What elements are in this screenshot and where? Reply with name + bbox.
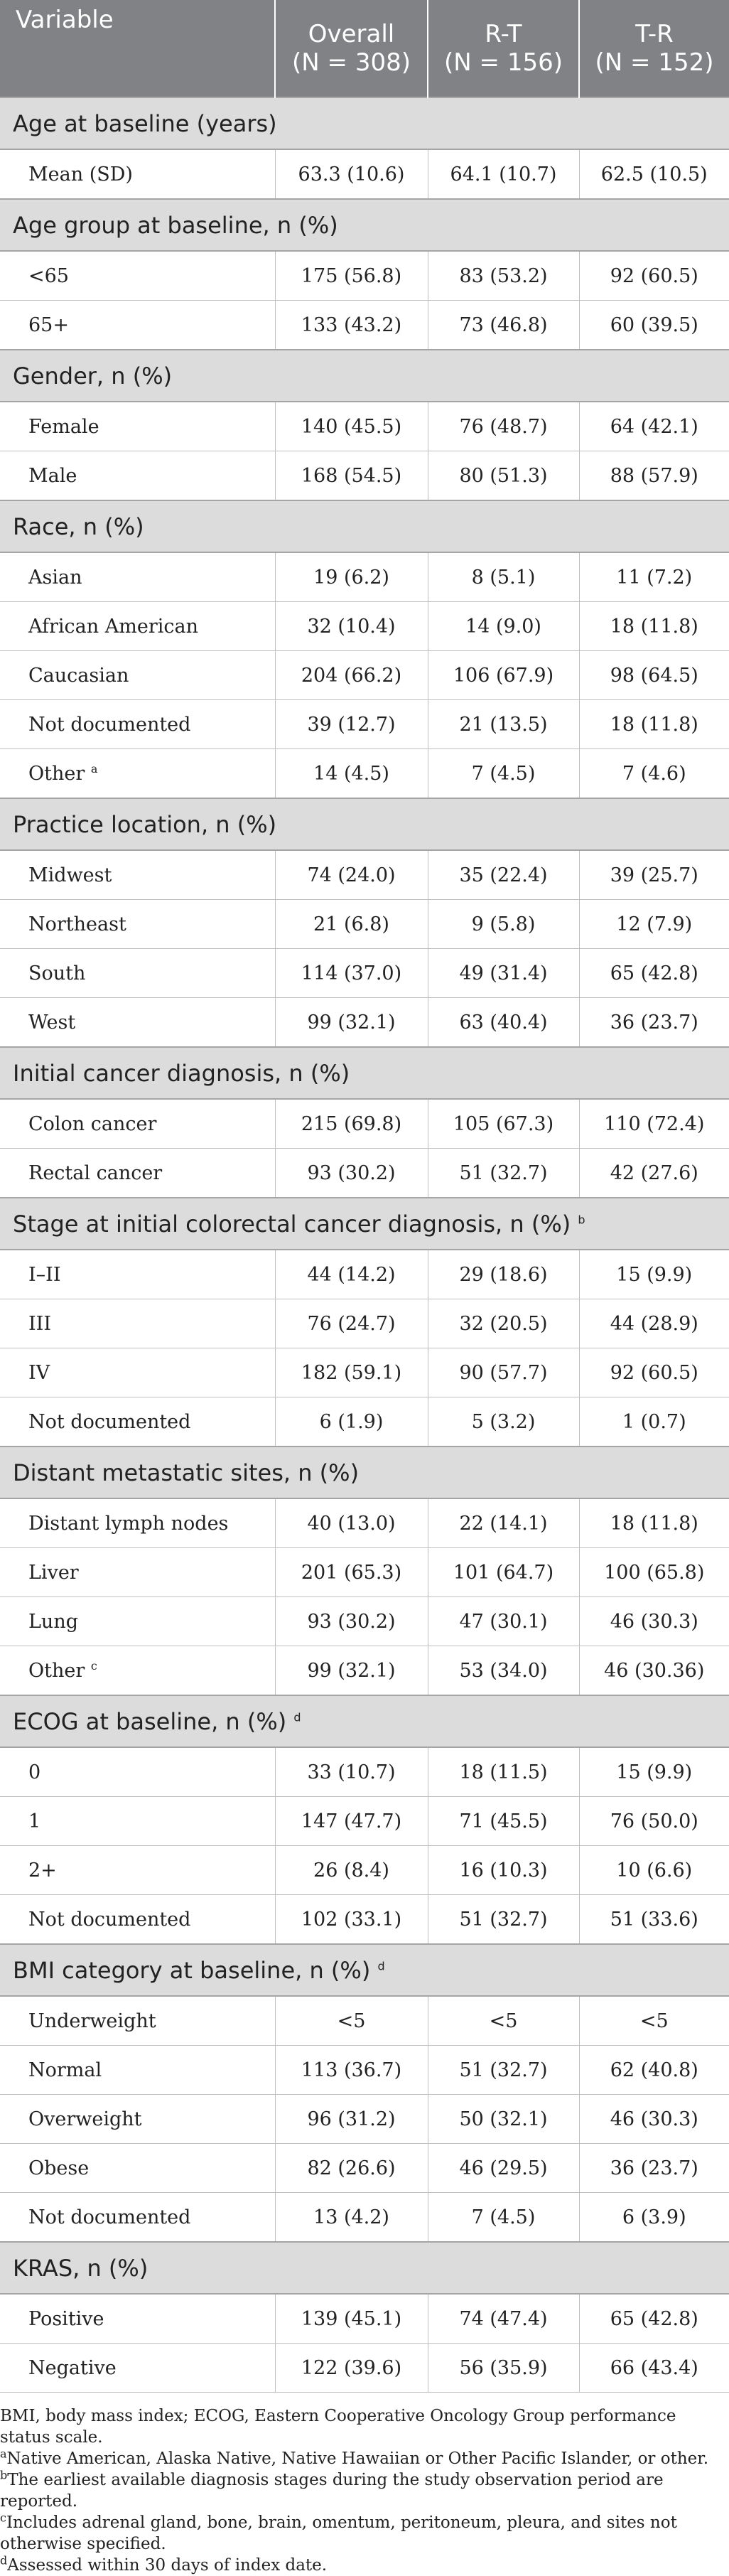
cell-overall: 32 (10.4) [275,602,428,651]
table-row [0,900,729,949]
footnote-mark: d [293,1710,301,1724]
row-label-cell [0,1646,275,1696]
section-title-cell [0,1047,729,1099]
cell-rt: 74 (47.4) [428,2294,579,2344]
footnote-abbreviations: BMI, body mass index; ECOG, Eastern Cooperative Oncology Group performance status scale. [0,2407,676,2447]
section-title-cell [0,199,729,251]
section-title: Age at baseline (years) [13,109,277,137]
row-label: Male [28,464,77,487]
table-row [0,1797,729,1846]
row-label-cell [0,2193,275,2243]
cell-tr: 66 (43.4) [579,2344,729,2393]
section-header-row [0,350,729,402]
cell-rt: 56 (35.9) [428,2344,579,2393]
section-title-cell [0,798,729,850]
section-header-row [0,1447,729,1498]
cell-rt: 80 (51.3) [428,451,579,501]
table-row [0,149,729,199]
row-label-cell [0,651,275,700]
row-label-cell [0,251,275,301]
table-row [0,1597,729,1646]
row-label-cell [0,1299,275,1348]
cell-overall: 44 (14.2) [275,1250,428,1299]
row-label-cell [0,700,275,749]
table-row [0,301,729,350]
section-header-row [0,798,729,850]
row-label: <65 [28,264,69,287]
cell-overall: 26 (8.4) [275,1846,428,1895]
header-rt [428,0,579,97]
cell-overall: 113 (36.7) [275,2046,428,2095]
cell-tr: 36 (23.7) [579,998,729,1048]
row-label: IV [28,1361,50,1384]
row-label-cell [0,850,275,900]
cell-tr: 46 (30.3) [579,2095,729,2144]
cell-tr: 98 (64.5) [579,651,729,700]
footnote-item [0,2512,725,2555]
cell-rt: 50 (32.1) [428,2095,579,2144]
row-label-cell [0,1895,275,1945]
cell-rt: 83 (53.2) [428,251,579,301]
table-row [0,1149,729,1198]
table-row [0,1397,729,1447]
row-label: Not documented [28,1908,191,1931]
footnote-text: Assessed within 30 days of index date. [7,2556,328,2575]
section-title: Stage at initial colorectal cancer diagnosis, n (%) [13,1210,571,1238]
row-label: Other [28,1659,85,1682]
row-label: Other [28,762,85,785]
cell-rt: 32 (20.5) [428,1299,579,1348]
section-title: Practice location, n (%) [13,810,277,838]
cell-tr: 88 (57.9) [579,451,729,501]
cell-tr: 76 (50.0) [579,1797,729,1846]
table-row [0,552,729,602]
row-label-cell [0,2294,275,2344]
cell-rt: 18 (11.5) [428,1747,579,1797]
cell-overall: 19 (6.2) [275,552,428,602]
row-label-cell [0,1250,275,1299]
cell-rt: 73 (46.8) [428,301,579,350]
row-label: Mean (SD) [28,163,133,186]
row-label: West [28,1011,76,1034]
row-label-cell [0,1099,275,1149]
cell-rt: 76 (48.7) [428,402,579,451]
table-row [0,1250,729,1299]
cell-tr: 18 (11.8) [579,1498,729,1548]
section-header-row [0,199,729,251]
cell-overall: 14 (4.5) [275,749,428,799]
table-row [0,749,729,799]
section-title-cell [0,1447,729,1498]
footnote-mark: b [0,2468,8,2482]
cell-overall: 13 (4.2) [275,2193,428,2243]
row-label-cell [0,301,275,350]
cell-overall: 40 (13.0) [275,1498,428,1548]
table-row [0,2193,729,2243]
cell-tr: 51 (33.6) [579,1895,729,1945]
footnote-mark: d [377,1958,385,1973]
row-label: Not documented [28,2206,191,2228]
cell-overall: 33 (10.7) [275,1747,428,1797]
table-row [0,1996,729,2046]
table-row [0,2344,729,2393]
row-label-cell [0,402,275,451]
footnote-text: Includes adrenal gland, bone, brain, omentum, peritoneum, pleura, and sites not otherwise specified. [0,2513,677,2553]
section-title-cell [0,97,729,149]
section-title: Distant metastatic sites, n (%) [13,1459,360,1486]
row-label: Not documented [28,1410,191,1433]
cell-overall: <5 [275,1996,428,2046]
row-label-cell [0,552,275,602]
row-label: Distant lymph nodes [28,1512,229,1535]
cell-tr: 18 (11.8) [579,602,729,651]
cell-tr: 65 (42.8) [579,949,729,998]
cell-tr: 42 (27.6) [579,1149,729,1198]
row-label: Midwest [28,864,112,886]
cell-overall: 99 (32.1) [275,1646,428,1696]
cell-rt: 90 (57.7) [428,1348,579,1397]
cell-rt: 51 (32.7) [428,2046,579,2095]
header-variable-label: Variable [16,6,114,34]
header-rt-line1: R-T [485,20,522,48]
cell-overall: 99 (32.1) [275,998,428,1048]
row-label-cell [0,1498,275,1548]
cell-tr: 18 (11.8) [579,700,729,749]
row-label: 1 [28,1810,41,1832]
row-label: Female [28,415,99,438]
cell-rt: <5 [428,1996,579,2046]
cell-rt: 106 (67.9) [428,651,579,700]
footnote-mark: a [90,761,98,776]
table-row [0,1548,729,1597]
table-row [0,1895,729,1945]
table-header [0,0,729,97]
cell-tr: 7 (4.6) [579,749,729,799]
section-title-cell [0,500,729,552]
header-rt-line2: (N = 156) [444,48,563,77]
row-label: 65+ [28,313,69,336]
cell-tr: 39 (25.7) [579,850,729,900]
table-row [0,1747,729,1797]
cell-rt: 7 (4.5) [428,749,579,799]
cell-rt: 5 (3.2) [428,1397,579,1447]
row-label-cell [0,900,275,949]
table-row [0,451,729,501]
table-footnotes [0,2393,729,2576]
cell-rt: 47 (30.1) [428,1597,579,1646]
table-row [0,2095,729,2144]
footnote-list [0,2448,725,2576]
cell-overall: 201 (65.3) [275,1548,428,1597]
section-header-row [0,1944,729,1996]
table-row [0,2046,729,2095]
cell-rt: 7 (4.5) [428,2193,579,2243]
row-label: South [28,962,86,984]
row-label: I–II [28,1263,61,1286]
table-row [0,651,729,700]
row-label-cell [0,2095,275,2144]
cell-rt: 14 (9.0) [428,602,579,651]
row-label: Asian [28,566,82,589]
table-row [0,2294,729,2344]
row-label-cell [0,1597,275,1646]
table-row [0,1646,729,1696]
row-label: 2+ [28,1859,57,1882]
cell-overall: 63.3 (10.6) [275,149,428,199]
row-label-cell [0,602,275,651]
row-label-cell [0,1397,275,1447]
table-row [0,602,729,651]
row-label: Not documented [28,713,191,736]
cell-tr: 62 (40.8) [579,2046,729,2095]
row-label-cell [0,2344,275,2393]
cell-rt: 49 (31.4) [428,949,579,998]
cell-overall: 74 (24.0) [275,850,428,900]
cell-overall: 114 (37.0) [275,949,428,998]
cell-tr: 60 (39.5) [579,301,729,350]
header-tr-line2: (N = 152) [595,48,714,77]
row-label: Caucasian [28,664,129,687]
section-title-cell [0,350,729,402]
cell-rt: 46 (29.5) [428,2144,579,2193]
cell-rt: 21 (13.5) [428,700,579,749]
section-title-cell [0,2242,729,2294]
table-row [0,700,729,749]
table-row [0,1099,729,1149]
cell-overall: 93 (30.2) [275,1149,428,1198]
cell-overall: 82 (26.6) [275,2144,428,2193]
cell-overall: 168 (54.5) [275,451,428,501]
cell-tr: 12 (7.9) [579,900,729,949]
cell-tr: 92 (60.5) [579,251,729,301]
cell-rt: 51 (32.7) [428,1149,579,1198]
cell-overall: 21 (6.8) [275,900,428,949]
cell-tr: 64 (42.1) [579,402,729,451]
section-title-cell [0,1944,729,1996]
cell-tr: 46 (30.3) [579,1597,729,1646]
table-row [0,251,729,301]
table-row [0,1846,729,1895]
section-header-row [0,500,729,552]
row-label: Lung [28,1610,78,1633]
cell-rt: 53 (34.0) [428,1646,579,1696]
row-label: Positive [28,2307,104,2330]
section-title: ECOG at baseline, n (%) [13,1707,287,1735]
footnote-item [0,2469,725,2512]
cell-tr: 65 (42.8) [579,2294,729,2344]
row-label-cell [0,1797,275,1846]
row-label-cell [0,149,275,199]
section-title: BMI category at baseline, n (%) [13,1956,371,1984]
cell-tr: 15 (9.9) [579,1747,729,1797]
footnote-item [0,2448,725,2469]
cell-rt: 71 (45.5) [428,1797,579,1846]
cell-rt: 29 (18.6) [428,1250,579,1299]
row-label-cell [0,1747,275,1797]
row-label: Overweight [28,2108,142,2130]
cell-tr: <5 [579,1996,729,2046]
cell-tr: 6 (3.9) [579,2193,729,2243]
row-label: Liver [28,1561,79,1584]
cell-rt: 105 (67.3) [428,1099,579,1149]
cell-overall: 76 (24.7) [275,1299,428,1348]
cell-rt: 35 (22.4) [428,850,579,900]
cell-tr: 46 (30.36) [579,1646,729,1696]
section-header-row [0,1695,729,1747]
cell-overall: 133 (43.2) [275,301,428,350]
footnote-mark: d [0,2553,8,2567]
cell-tr: 100 (65.8) [579,1548,729,1597]
cell-rt: 22 (14.1) [428,1498,579,1548]
section-title-cell [0,1198,729,1250]
section-title: Age group at baseline, n (%) [13,211,338,239]
section-title: KRAS, n (%) [13,2254,148,2282]
row-label-cell [0,1846,275,1895]
cell-rt: 8 (5.1) [428,552,579,602]
cell-tr: 10 (6.6) [579,1846,729,1895]
cell-tr: 62.5 (10.5) [579,149,729,199]
section-title-cell [0,1695,729,1747]
row-label: Negative [28,2356,117,2379]
footnote-text: Native American, Alaska Native, Native Hawaiian or Other Pacific Islander, or other. [6,2449,709,2468]
cell-tr: 92 (60.5) [579,1348,729,1397]
cell-rt: 9 (5.8) [428,900,579,949]
row-label-cell [0,749,275,799]
table-row [0,1299,729,1348]
row-label-cell [0,949,275,998]
cell-tr: 15 (9.9) [579,1250,729,1299]
cell-tr: 44 (28.9) [579,1299,729,1348]
cell-overall: 140 (45.5) [275,402,428,451]
cell-overall: 93 (30.2) [275,1597,428,1646]
row-label: III [28,1312,51,1335]
section-title: Race, n (%) [13,512,144,540]
cell-tr: 11 (7.2) [579,552,729,602]
footnote-mark: a [0,2447,7,2461]
cell-rt: 101 (64.7) [428,1548,579,1597]
row-label-cell [0,2144,275,2193]
cell-overall: 182 (59.1) [275,1348,428,1397]
table-row [0,850,729,900]
header-overall-line1: Overall [308,20,395,48]
table-row [0,998,729,1048]
row-label-cell [0,1149,275,1198]
cell-overall: 39 (12.7) [275,700,428,749]
table-row [0,402,729,451]
cell-rt: 51 (32.7) [428,1895,579,1945]
footnote-mark: b [578,1212,585,1226]
table-row [0,1348,729,1397]
cell-rt: 64.1 (10.7) [428,149,579,199]
section-title: Initial cancer diagnosis, n (%) [13,1059,350,1087]
cell-tr: 36 (23.7) [579,2144,729,2193]
cell-overall: 102 (33.1) [275,1895,428,1945]
table-row [0,2144,729,2193]
header-overall [275,0,428,97]
cell-overall: 204 (66.2) [275,651,428,700]
cell-overall: 175 (56.8) [275,251,428,301]
cell-tr: 1 (0.7) [579,1397,729,1447]
row-label-cell [0,1548,275,1597]
cell-overall: 96 (31.2) [275,2095,428,2144]
row-label: 0 [28,1761,41,1783]
row-label-cell [0,998,275,1048]
row-label: Underweight [28,2009,156,2032]
footnote-item [0,2555,725,2576]
header-tr [579,0,729,97]
header-overall-line2: (N = 308) [292,48,411,77]
section-header-row [0,1198,729,1250]
header-tr-line1: T-R [635,20,674,48]
row-label-cell [0,451,275,501]
cell-overall: 215 (69.8) [275,1099,428,1149]
row-label: Northeast [28,913,126,935]
row-label: African American [28,615,198,638]
footnote-mark: c [0,2511,6,2525]
footnote-mark: c [90,1658,97,1673]
cell-rt: 16 (10.3) [428,1846,579,1895]
row-label-cell [0,1348,275,1397]
cell-rt: 63 (40.4) [428,998,579,1048]
row-label: Normal [28,2059,102,2081]
table-body [0,97,729,2393]
row-label-cell [0,1996,275,2046]
section-header-row [0,2242,729,2294]
cell-overall: 139 (45.1) [275,2294,428,2344]
cell-overall: 122 (39.6) [275,2344,428,2393]
row-label: Colon cancer [28,1112,157,1135]
section-header-row [0,1047,729,1099]
table-row [0,949,729,998]
section-header-row [0,97,729,149]
row-label: Obese [28,2157,90,2179]
row-label: Rectal cancer [28,1161,163,1184]
table-row [0,1498,729,1548]
row-label-cell [0,2046,275,2095]
cell-overall: 6 (1.9) [275,1397,428,1447]
section-title: Gender, n (%) [13,362,173,390]
footnote-text: The earliest available diagnosis stages during the study observation period are reported. [0,2471,664,2511]
header-variable [0,0,275,97]
cell-tr: 110 (72.4) [579,1099,729,1149]
cell-overall: 147 (47.7) [275,1797,428,1846]
